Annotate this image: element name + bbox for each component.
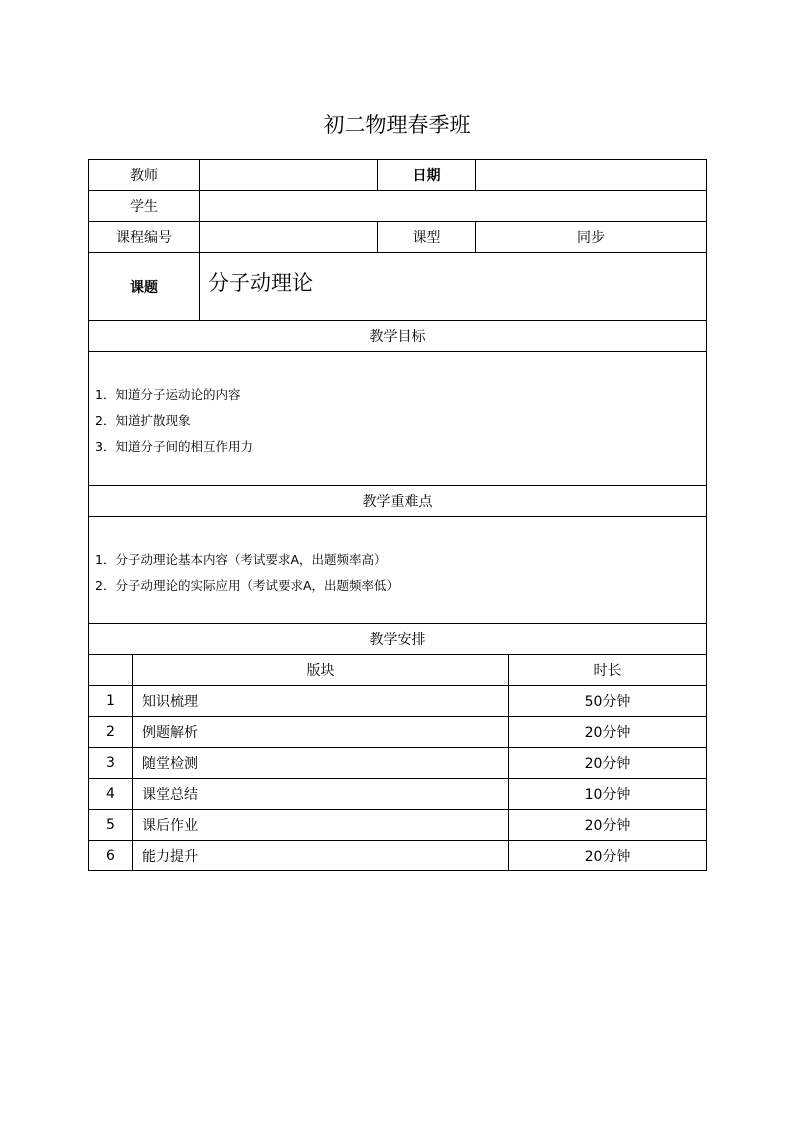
key-points-list [95, 547, 399, 599]
schedule-row-no: 3 [106, 755, 115, 771]
course-type-value: 同步 [577, 230, 605, 246]
schedule-row-duration: 10分钟 [584, 787, 631, 803]
schedule-heading: 教学安排 [369, 632, 426, 648]
schedule-row-duration: 20分钟 [584, 756, 631, 772]
table-rule [88, 351, 707, 352]
topic-value: 分子动理论 [208, 270, 313, 295]
page-title: 初二物理春季班 [323, 113, 471, 137]
schedule-row-duration: 20分钟 [584, 818, 631, 834]
teacher-value [200, 160, 377, 190]
schedule-row-no: 5 [106, 817, 115, 833]
list-item: 2．知道扩散现象 [95, 413, 191, 428]
schedule-row-duration: 20分钟 [584, 725, 631, 741]
list-item: 1．分子动理论基本内容（考试要求A，出题频率高） [95, 552, 387, 567]
schedule-row-section: 课后作业 [142, 818, 198, 834]
table-rule [88, 516, 707, 517]
list-item: 3．知道分子间的相互作用力 [95, 439, 253, 454]
schedule-row-section: 能力提升 [142, 848, 198, 865]
schedule-row-no: 2 [106, 724, 115, 740]
list-item: 1．知道分子运动论的内容 [95, 387, 241, 402]
schedule-row-section: 随堂检测 [142, 756, 198, 772]
topic-label: 课题 [130, 279, 158, 296]
schedule-row-duration: 20分钟 [584, 848, 631, 865]
list-item: 2．分子动理论的实际应用（考试要求A，出题频率低） [95, 578, 400, 593]
course-type-label: 课型 [412, 230, 441, 246]
schedule-row-duration: 50分钟 [584, 694, 631, 710]
student-label: 学生 [130, 199, 158, 215]
teacher-label: 教师 [130, 168, 158, 184]
objectives-heading: 教学目标 [369, 329, 426, 345]
table-rule [706, 159, 707, 871]
objectives-list [95, 382, 253, 460]
schedule-row-no: 4 [106, 786, 115, 802]
table-rule [88, 870, 707, 871]
course-no-value [200, 222, 377, 252]
schedule-row-no: 1 [106, 693, 115, 709]
date-label: 日期 [412, 168, 441, 184]
key-points-heading: 教学重难点 [362, 494, 433, 510]
student-value [200, 191, 706, 221]
course-no-label: 课程编号 [116, 230, 172, 246]
schedule-row-no: 6 [106, 847, 115, 864]
schedule-col-section: 版块 [306, 663, 335, 679]
schedule-row-section: 例题解析 [142, 725, 198, 741]
schedule-col-duration: 时长 [593, 663, 622, 679]
schedule-row-section: 知识梳理 [142, 694, 198, 710]
schedule-row-section: 课堂总结 [142, 787, 198, 803]
date-value [476, 160, 706, 190]
